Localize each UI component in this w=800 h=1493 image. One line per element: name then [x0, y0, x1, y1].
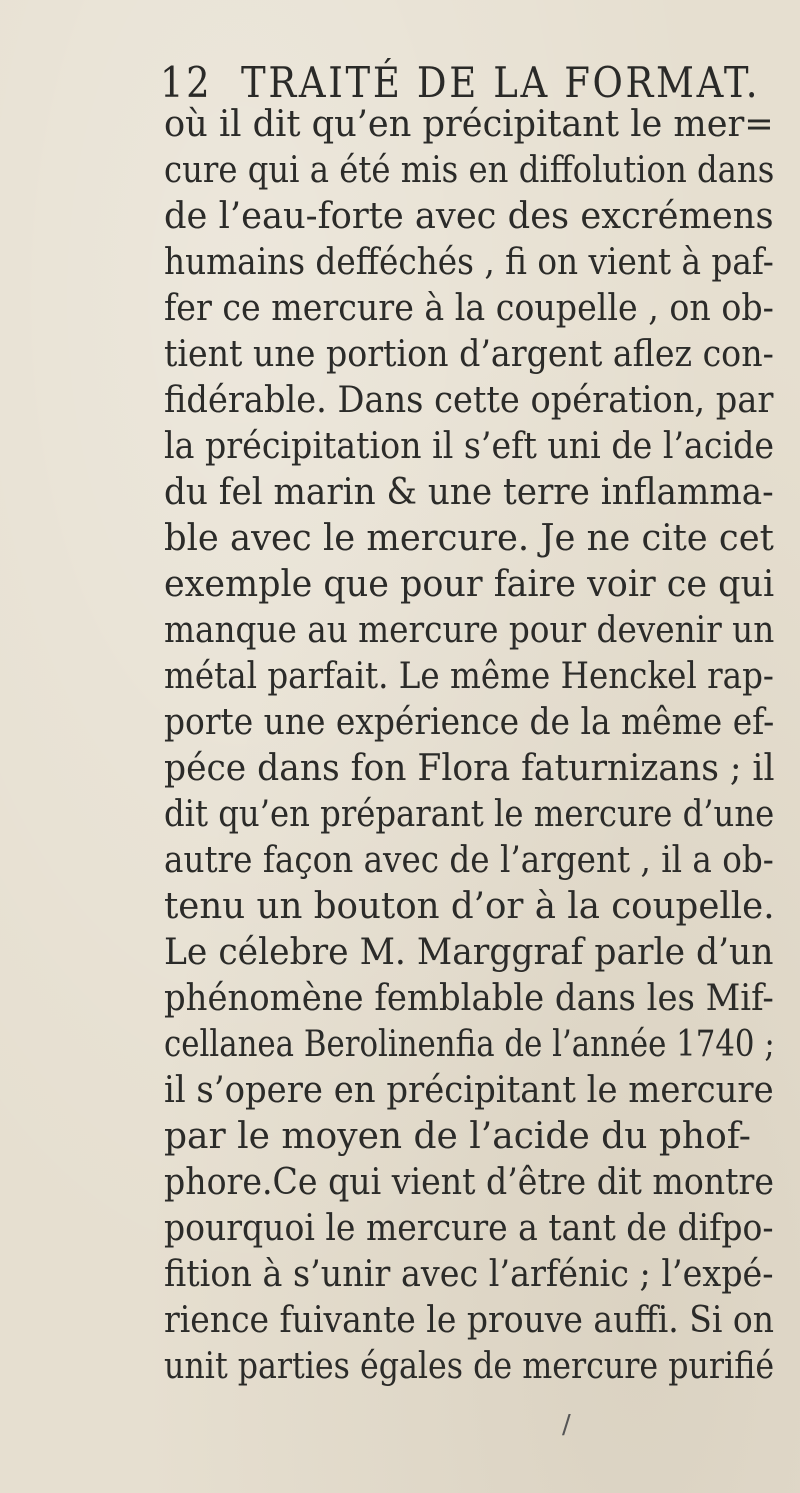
text-line: où il dit qu’en précipitant le mer= — [164, 104, 774, 145]
text-line: phénomène femblable dans les Mif- — [164, 978, 774, 1019]
text-line: tient une portion d’argent aflez con- — [164, 334, 774, 375]
text-line: cure qui a été mis en diffolution dans — [164, 150, 775, 191]
text-line: porte une expérience de la même ef- — [164, 702, 775, 743]
text-line: par le moyen de l’acide du phof- — [164, 1116, 751, 1157]
text-line: de l’eau-forte avec des excrémens — [164, 196, 774, 237]
stray-mark: / — [562, 1410, 571, 1440]
page-number: 12 — [160, 58, 213, 107]
text-line: phore.Ce qui vient d’être dit montre — [164, 1162, 774, 1203]
text-line: cellanea Berolinenfia de l’année 1740 ; — [164, 1024, 775, 1065]
text-line: péce dans fon Flora faturnizans ; il — [164, 748, 775, 789]
text-line: exemple que pour faire voir ce qui — [164, 564, 775, 605]
text-line: la précipitation il s’eft uni de l’acide — [164, 426, 775, 467]
body-text — [164, 102, 774, 1390]
running-title: TRAITÉ DE LA FORMAT. — [241, 58, 761, 107]
text-line: Le célebre M. Marggraf parle d’un — [164, 932, 774, 973]
text-line: manque au mercure pour devenir un — [164, 610, 775, 651]
text-line: ble avec le mercure. Je ne cite cet — [164, 518, 774, 559]
text-line: unit parties égales de mercure purifié — [164, 1346, 775, 1387]
text-line: fer ce mercure à la coupelle , on ob- — [164, 288, 774, 329]
text-line: du fel marin & une terre inflamma- — [164, 472, 774, 513]
text-line: fition à s’unir avec l’arfénic ; l’expé- — [164, 1254, 774, 1295]
text-line: pourquoi le mercure a tant de difpo- — [164, 1208, 774, 1249]
text-line: il s’opere en précipitant le mercure — [164, 1070, 774, 1111]
text-line: humains defféchés , fi on vient à paf- — [164, 242, 774, 283]
text-line: dit qu’en préparant le mercure d’une — [164, 794, 775, 835]
text-line: métal parfait. Le même Henckel rap- — [164, 656, 774, 697]
text-line: fidérable. Dans cette opération, par — [164, 380, 774, 421]
text-line: autre façon avec de l’argent , il a ob- — [164, 840, 774, 881]
text-line: rience fuivante le prouve auffi. Si on — [164, 1300, 774, 1341]
text-line: tenu un bouton d’or à la coupelle. — [164, 886, 775, 927]
